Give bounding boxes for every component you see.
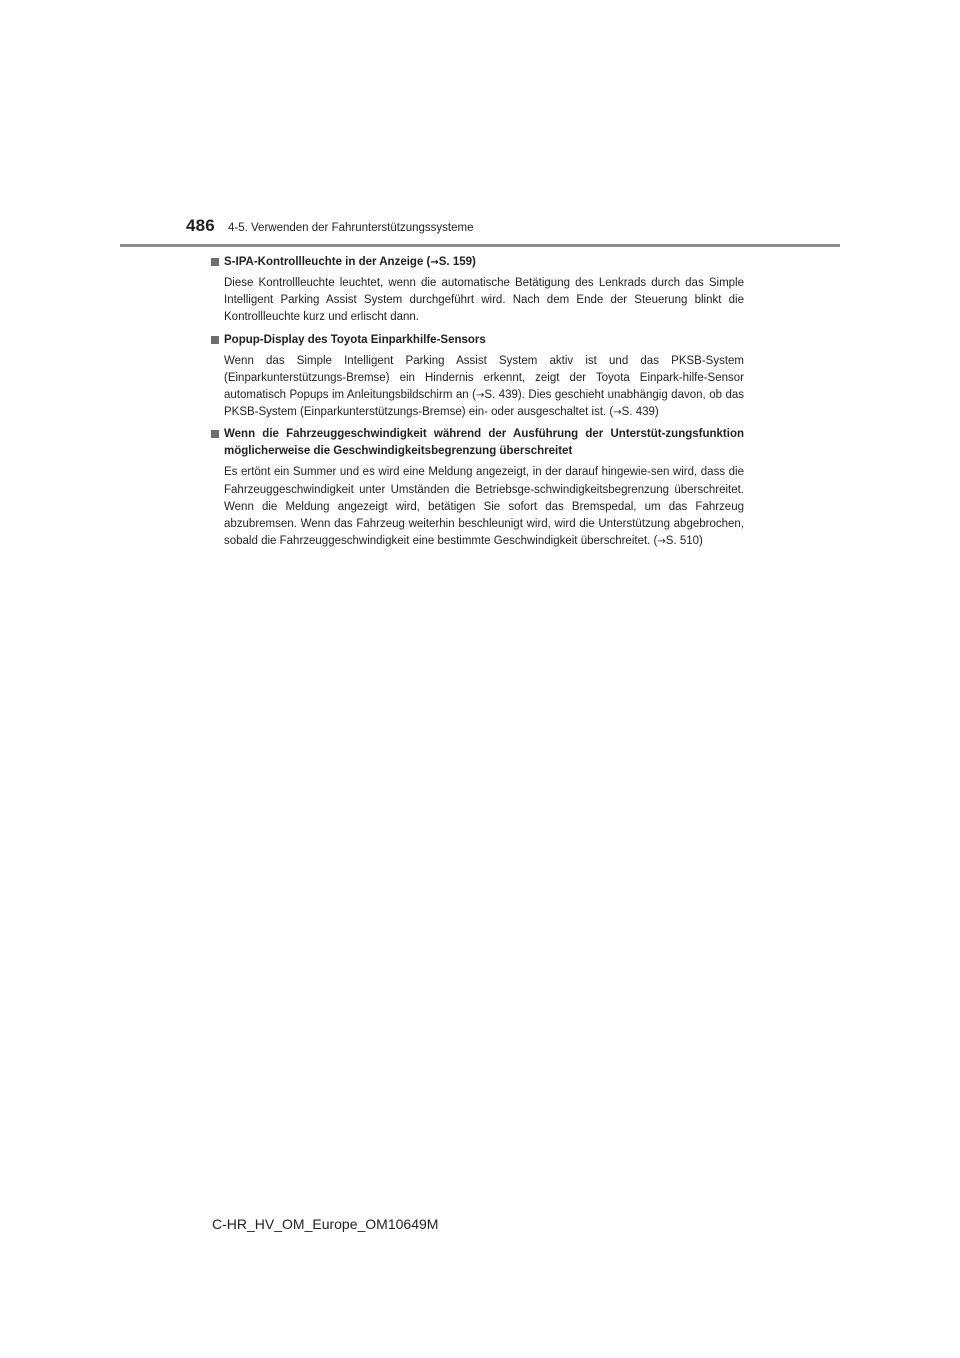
page-reference[interactable]: S. 510): [665, 535, 703, 548]
note-item-speed-limit: [210, 426, 744, 550]
arrow-icon: →: [430, 257, 439, 268]
note-body: Wenn das Simple Intelligent Parking Assist System aktiv ist und das PKSB-System (Einparkunterstützungs-Bremse) ein Hindernis erkennt, zeigt der Toyota Einpark-hilfe-Sensor automatisch Popups im Anleitungsbildschirm an (→S. 439). Dies geschieht unabhängig davon, ob das PKSB-System (Einparkunterstützungs-Bremse) ein- oder ausgeschaltet ist. (→S. 439): [224, 354, 744, 419]
header-divider: [120, 244, 840, 247]
page-content: [210, 254, 744, 555]
page-reference[interactable]: S. 439): [621, 406, 659, 419]
note-heading: Wenn die Fahrzeuggeschwindigkeit während der Ausführung der Unterstüt-zungsfunktion möglicherweise die Geschwindigkeitsbegrenzung überschreitet: [210, 426, 744, 460]
note-heading: Popup-Display des Toyota Einparkhilfe-Sensors: [210, 332, 744, 349]
page-reference[interactable]: S. 159): [438, 256, 476, 268]
page-reference[interactable]: S. 439). Dies geschieht unabhängig davon, ob das PKSB-System (Einparkunterstützungs-Bremse) ein- oder ausgeschaltet ist. (: [224, 389, 744, 419]
note-body: Es ertönt ein Summer und es wird eine Meldung angezeigt, in der darauf hingewie-sen wird, dass die Fahrzeuggeschwindigkeit unter Umständen die Betriebsge-schwindigkeitsbegrenzung überschreitet. Wenn die Meldung angezeigt wird, betätigen Sie sofort das Bremspedal, um das Fahrzeug abzubremsen. Wenn das Fahrzeug weiterhin beschleunigt wird, wird die Unterstützung abgebrochen, sobald die Fahrzeuggeschwindigkeit eine bestimmte Geschwindigkeit überschreitet. (→S. 510): [224, 466, 744, 548]
arrow-icon: →: [613, 407, 622, 419]
note-item-popup-display: [210, 332, 744, 422]
square-bullet-icon: [211, 430, 219, 438]
square-bullet-icon: [211, 336, 219, 344]
note-heading: S-IPA-Kontrollleuchte in der Anzeige (→S. 159): [210, 254, 744, 271]
section-title: 4-5. Verwenden der Fahrunterstützungssysteme: [228, 222, 474, 234]
note-item-sipa-indicator: [210, 254, 744, 327]
note-body: Diese Kontrollleuchte leuchtet, wenn die automatische Betätigung des Lenkrads durch das Simple Intelligent Parking Assist System durchgeführt wird. Nach dem Ende der Steuerung blinkt die Kontrollleuchte kurz und erlischt dann.: [224, 277, 744, 324]
page-number: 486: [186, 216, 215, 235]
arrow-icon: →: [475, 390, 485, 402]
square-bullet-icon: [211, 258, 219, 266]
footer-document-id: C-HR_HV_OM_Europe_OM10649M: [212, 1216, 439, 1232]
arrow-icon: →: [657, 536, 666, 548]
